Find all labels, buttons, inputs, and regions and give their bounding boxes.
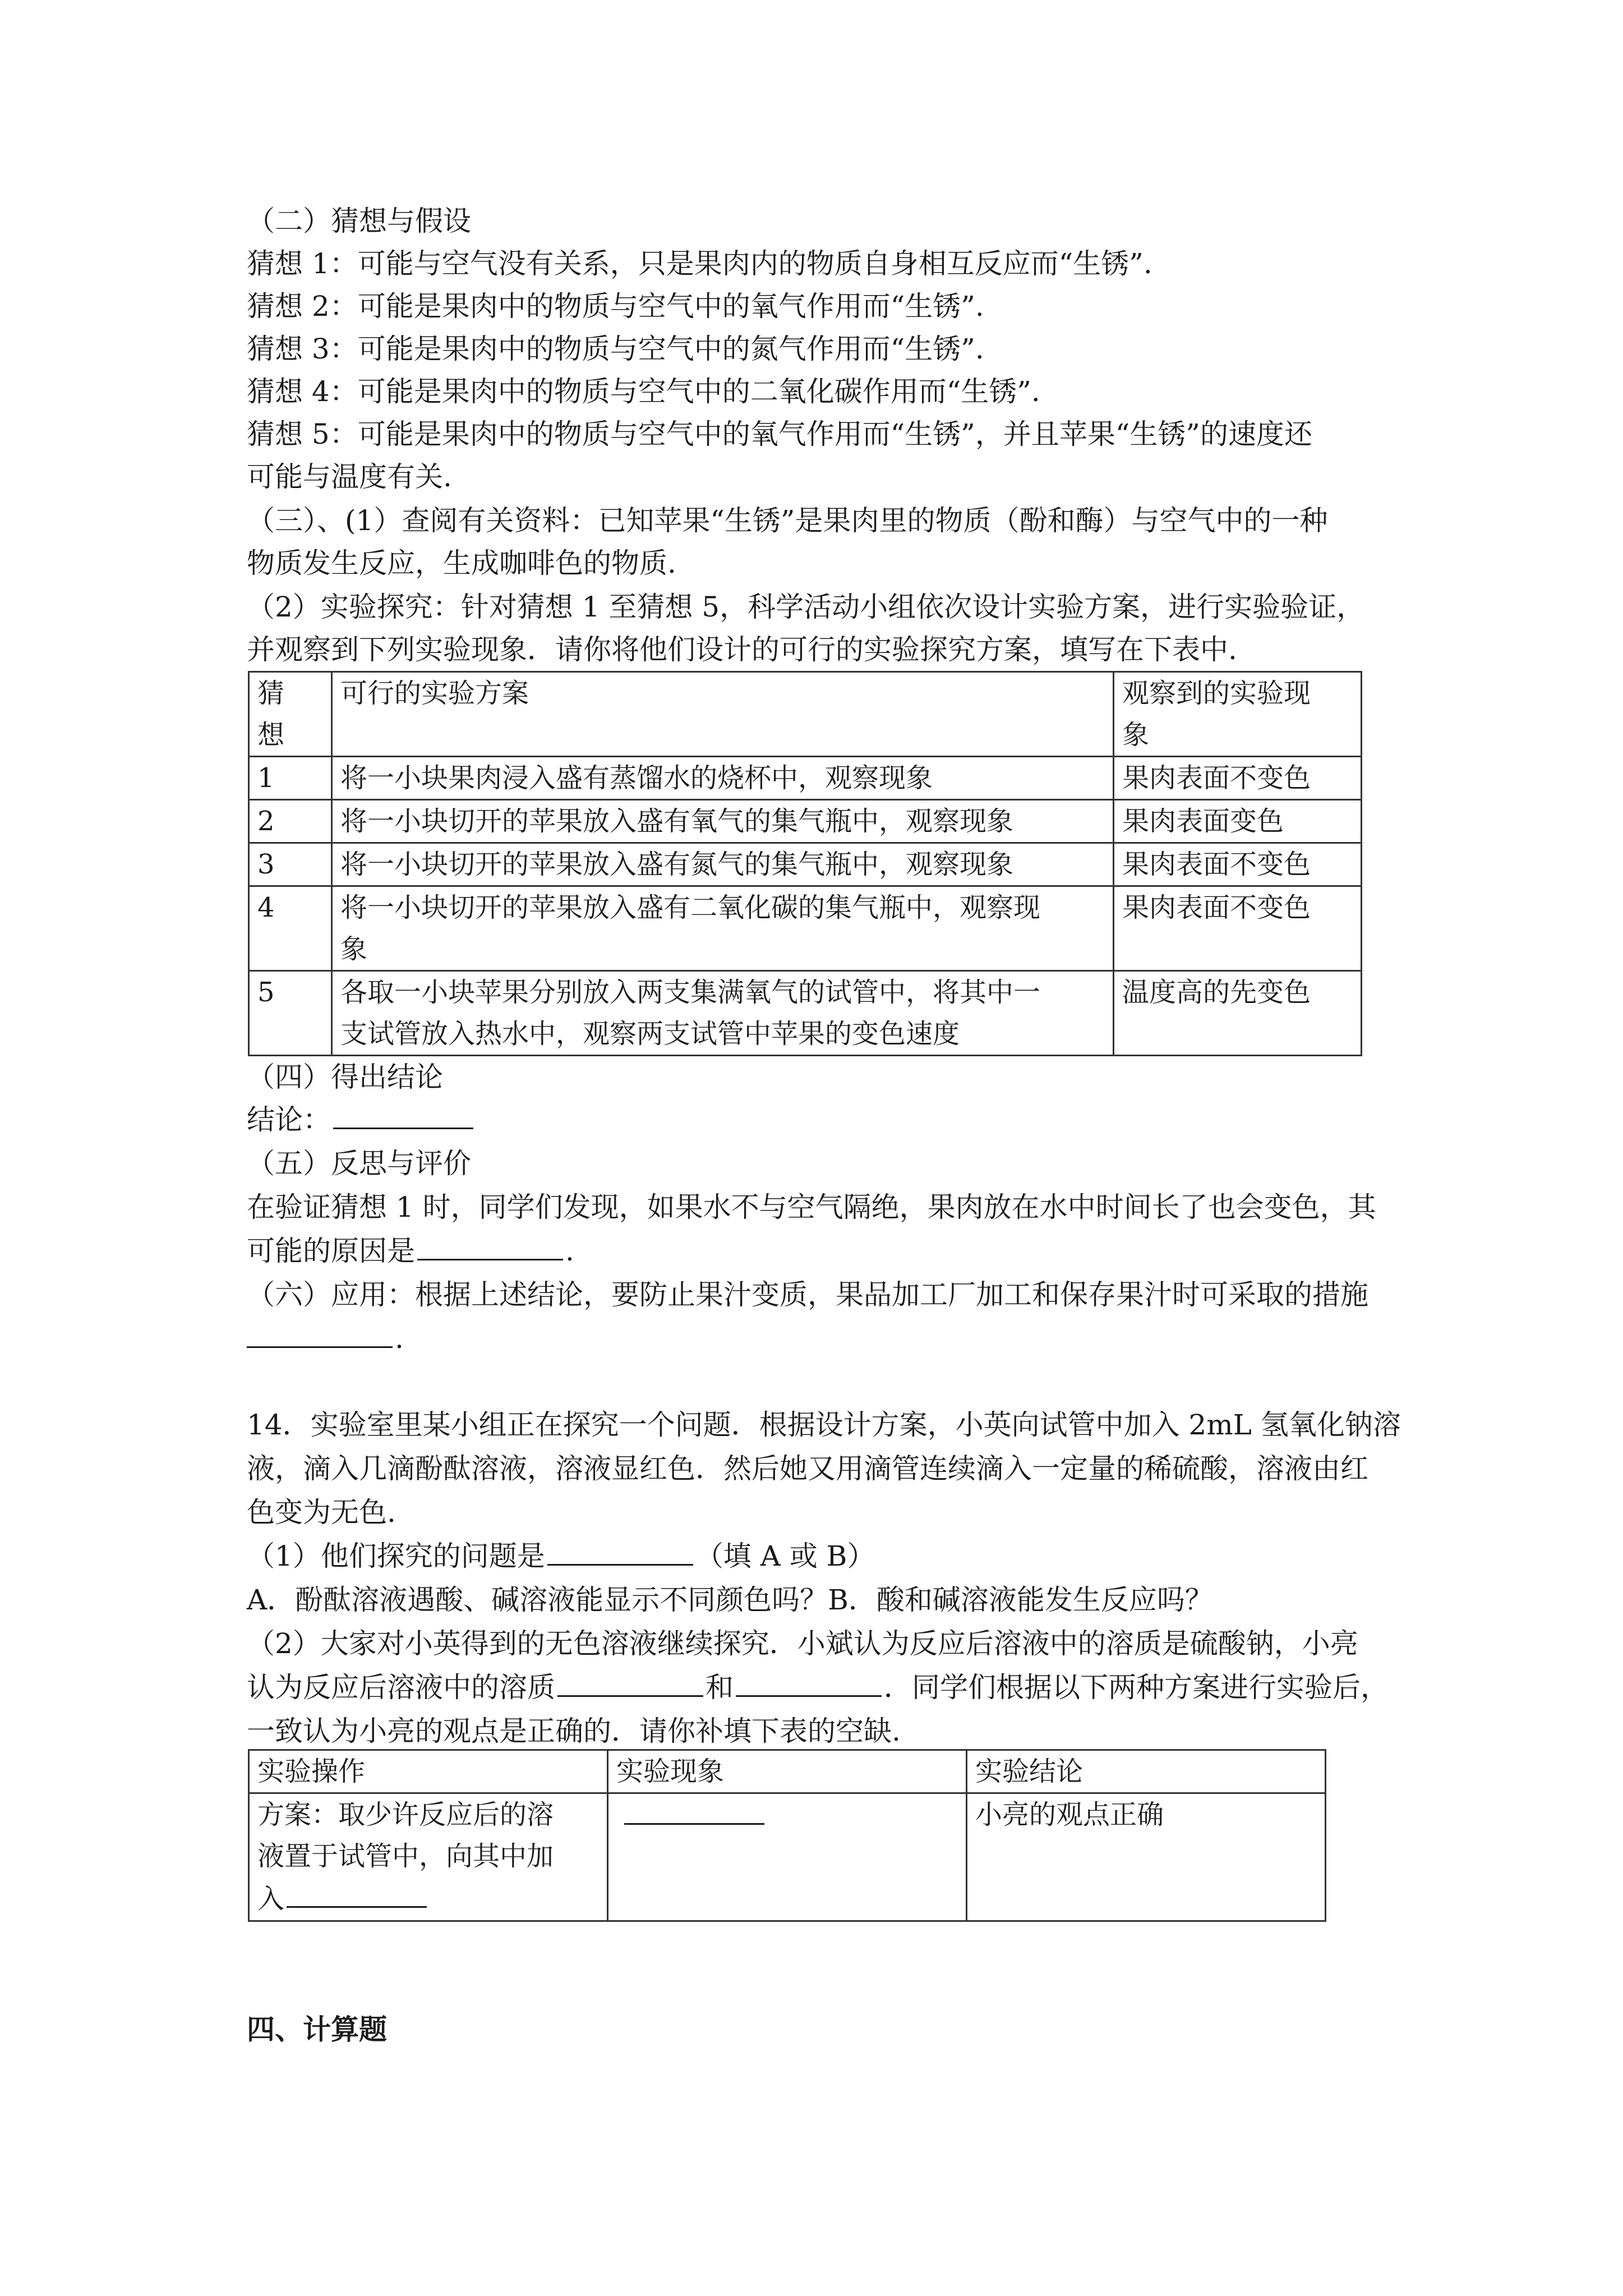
q14-part1-suffix: （填 A 或 B） <box>695 1540 875 1572</box>
table-header-row <box>249 672 1362 757</box>
phenomenon-blank[interactable] <box>624 1794 764 1825</box>
operation-line3: 入 <box>257 1883 285 1915</box>
conclusion-blank[interactable] <box>333 1098 473 1129</box>
table-row <box>249 800 1362 843</box>
application-blank[interactable] <box>247 1317 393 1348</box>
hypothesis-5-line1: 猜想 5：可能是果肉中的物质与空气中的氧气作用而“生锈”，并且苹果“生锈”的速度还 <box>247 418 1312 450</box>
section-title-reflection: （五）反思与评价 <box>247 1147 471 1180</box>
table-row <box>249 757 1362 800</box>
reflection-blank[interactable] <box>417 1230 563 1260</box>
row-plan: 将一小块果肉浸入盛有蒸馏水的烧杯中，观察现象 <box>332 757 1114 800</box>
row-plan-line1: 将一小块切开的苹果放入盛有二氧化碳的集气瓶中，观察现 <box>340 892 1041 923</box>
application-line1: （六）应用：根据上述结论，要防止果汁变质，果品加工厂加工和保存果汁时可采取的措施 <box>247 1278 1368 1311</box>
row-id: 4 <box>249 886 332 971</box>
verification-table <box>248 1749 1326 1922</box>
row-plan-line2: 支试管放入热水中，观察两支试管中苹果的变色速度 <box>340 1018 960 1050</box>
conclusion-label: 结论： <box>247 1103 331 1136</box>
row-plan-line1: 各取一小块苹果分别放入两支集满氧气的试管中，将其中一 <box>340 977 1041 1008</box>
reflection-line1: 在验证猜想 1 时，同学们发现，如果水不与空气隔绝，果肉放在水中时间长了也会变色，其 <box>247 1191 1376 1223</box>
q14-part2-and: 和 <box>706 1671 734 1704</box>
q14-part1-prefix: （1）他们探究的问题是 <box>247 1540 545 1572</box>
row-plan: 将一小块切开的苹果放入盛有氮气的集气瓶中，观察现象 <box>332 843 1114 886</box>
table-row <box>249 1793 1326 1921</box>
row-result: 果肉表面变色 <box>1114 800 1362 843</box>
row-plan: 将一小块切开的苹果放入盛有氧气的集气瓶中，观察现象 <box>332 800 1114 843</box>
header-result-1: 观察到的实验现 <box>1122 678 1311 709</box>
row-result: 温度高的先变色 <box>1114 971 1362 1056</box>
row-id: 1 <box>249 757 332 800</box>
table-row <box>249 843 1362 886</box>
q14-part2-line2 <box>247 1666 1389 1709</box>
table-row <box>249 886 1362 971</box>
q14-part2-line3: 一致认为小亮的观点是正确的．请你补填下表的空缺. <box>247 1715 901 1747</box>
q14-part2-prefix: 认为反应后溶液中的溶质 <box>247 1671 555 1704</box>
hypothesis-4: 猜想 4：可能是果肉中的物质与空气中的二氧化碳作用而“生锈”. <box>247 375 1040 408</box>
q14-options: A．酚酞溶液遇酸、碱溶液能显示不同颜色吗？B．酸和碱溶液能发生反应吗？ <box>247 1584 1213 1616</box>
reflection-suffix: . <box>565 1235 574 1267</box>
row-id: 3 <box>249 843 332 886</box>
section-title-hypothesis: （二）猜想与假设 <box>247 205 471 237</box>
header-phenomenon: 实验现象 <box>608 1750 967 1793</box>
header-plan: 可行的实验方案 <box>332 672 1114 757</box>
section-title-conclusion: （四）得出结论 <box>247 1061 443 1093</box>
row-result: 果肉表面不变色 <box>1114 886 1362 971</box>
q14-solute-blank-1[interactable] <box>557 1666 703 1697</box>
header-guess-2: 想 <box>257 719 285 751</box>
q14-part2-line1: （2）大家对小英得到的无色溶液继续探究．小斌认为反应后溶液中的溶质是硫酸钠，小亮 <box>247 1627 1358 1660</box>
conclusion-line <box>247 1098 1368 1141</box>
q14-solute-blank-2[interactable] <box>736 1666 882 1697</box>
research-line1: （三）、(1）查阅有关资料：已知苹果“生锈”是果肉里的物质（酚和酶）与空气中的一种 <box>247 504 1328 537</box>
application-suffix: . <box>395 1322 404 1355</box>
conclusion-cell: 小亮的观点正确 <box>967 1793 1326 1921</box>
q14-part1 <box>247 1535 1368 1577</box>
reagent-blank[interactable] <box>287 1877 427 1908</box>
application-line2 <box>247 1317 1368 1360</box>
experiment-table <box>248 671 1362 1056</box>
row-result: 果肉表面不变色 <box>1114 757 1362 800</box>
reflection-prefix: 可能的原因是 <box>247 1235 415 1267</box>
row-id: 2 <box>249 800 332 843</box>
q14-line2: 液，滴入几滴酚酞溶液，溶液显红色．然后她又用滴管连续滴入一定量的稀硫酸，溶液由红 <box>247 1452 1368 1485</box>
row-id: 5 <box>249 971 332 1056</box>
operation-line1: 方案：取少许反应后的溶 <box>257 1799 554 1830</box>
header-operation: 实验操作 <box>249 1750 608 1793</box>
header-conclusion: 实验结论 <box>967 1750 1326 1793</box>
table-row <box>249 971 1362 1056</box>
q14-part2-suffix: ．同学们根据以下两种方案进行实验后， <box>884 1671 1389 1704</box>
header-result-2: 象 <box>1122 719 1150 751</box>
reflection-line2 <box>247 1230 1368 1272</box>
q14-part1-blank[interactable] <box>547 1535 693 1566</box>
hypothesis-2: 猜想 2：可能是果肉中的物质与空气中的氧气作用而“生锈”. <box>247 290 984 323</box>
row-plan-line2: 象 <box>340 933 368 965</box>
header-guess-1: 猜 <box>257 678 285 709</box>
q14-line3: 色变为无色. <box>247 1496 396 1529</box>
hypothesis-5-line2: 可能与温度有关. <box>247 461 452 493</box>
research-line2: 物质发生反应，生成咖啡色的物质. <box>247 547 676 579</box>
q14-line1: 14．实验室里某小组正在探究一个问题．根据设计方案，小英向试管中加入 2mL 氢氧化钠溶 <box>247 1409 1401 1441</box>
hypothesis-3: 猜想 3：可能是果肉中的物质与空气中的氮气作用而“生锈”. <box>247 333 984 365</box>
experiment-line1: （2）实验探究：针对猜想 1 至猜想 5，科学活动小组依次设计实验方案，进行实验验证， <box>247 591 1365 623</box>
operation-line2: 液置于试管中，向其中加 <box>257 1841 554 1872</box>
experiment-line2: 并观察到下列实验现象．请你将他们设计的可行的实验探究方案，填写在下表中. <box>247 633 1237 666</box>
hypothesis-1: 猜想 1：可能与空气没有关系，只是果肉内的物质自身相互反应而“生锈”. <box>247 247 1152 280</box>
table-header-row <box>249 1750 1326 1793</box>
row-result: 果肉表面不变色 <box>1114 843 1362 886</box>
section-title-calculation: 四、计算题 <box>247 2013 387 2046</box>
